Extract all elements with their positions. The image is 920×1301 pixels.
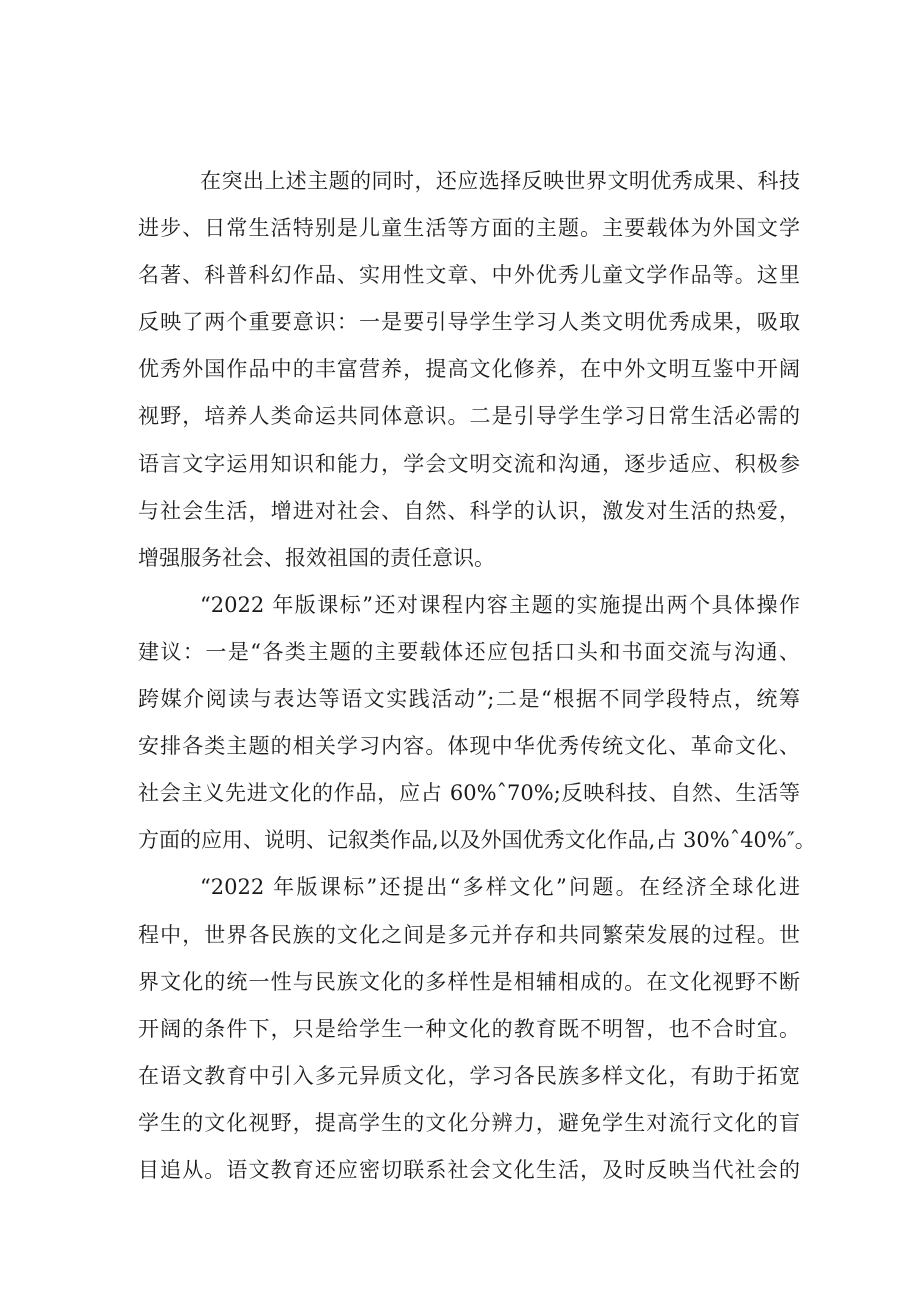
text-line: 界文化的统一性与民族文化的多样性是相辅相成的。在文化视野不断 — [138, 969, 800, 994]
text-line: 目追从。语文教育还应密切联系社会文化生活，及时反映当代社会的 — [138, 1157, 800, 1182]
text-line: 优秀外国作品中的丰富营养，提高文化修养，在中外文明互鉴中开阔 — [138, 357, 800, 382]
text-line: 与社会生活，增进对社会、自然、科学的认识，激发对生活的热爱， — [138, 498, 800, 523]
text-line: 开阔的条件下，只是给学生一种文化的教育既不明智，也不合时宜。 — [138, 1016, 800, 1041]
paragraph-3 — [138, 864, 800, 1194]
text-line: 安排各类主题的相关学习内容。体现中华优秀传统文化、革命文化、 — [138, 734, 800, 759]
text-line: 进步、日常生活特别是儿童生活等方面的主题。主要载体为外国文学 — [138, 216, 800, 241]
text-line: 社会主义先进文化的作品，应占 60%ˆ70%;反映科技、自然、生活等 — [138, 781, 800, 806]
text-line: 增强服务社会、报效祖国的责任意识。 — [138, 545, 495, 570]
text-line: 程中，世界各民族的文化之间是多元并存和共同繁荣发展的过程。世 — [138, 922, 800, 947]
document-body — [138, 158, 816, 1194]
text-line: 语言文字运用知识和能力，学会文明交流和沟通，逐步适应、积极参 — [138, 451, 800, 476]
text-line: 名著、科普科幻作品、实用性文章、中外优秀儿童文学作品等。这里 — [138, 263, 800, 288]
text-line: 方面的应用、说明、记叙类作品,以及外国优秀文化作品,占 30%ˆ40%″。 — [138, 828, 816, 853]
text-line: 在语文教育中引入多元异质文化，学习各民族多样文化，有助于拓宽 — [138, 1063, 800, 1088]
text-line: 反映了两个重要意识：一是要引导学生学习人类文明优秀成果，吸取 — [138, 310, 800, 335]
paragraph-1 — [138, 158, 800, 582]
text-line: “2022 年版课标”还对课程内容主题的实施提出两个具体操作 — [200, 592, 800, 617]
paragraph-2 — [138, 582, 816, 865]
text-line: 建议：一是“各类主题的主要载体还应包括口头和书面交流与沟通、 — [138, 639, 800, 664]
text-line: “2022 年版课标”还提出“多样文化”问题。在经济全球化进 — [200, 875, 800, 900]
text-line: 在突出上述主题的同时，还应选择反映世界文明优秀成果、科技 — [200, 169, 800, 193]
text-line: 跨媒介阅读与表达等语文实践活动”;二是“根据不同学段特点，统筹 — [138, 687, 800, 712]
text-line: 学生的文化视野，提高学生的文化分辨力，避免学生对流行文化的盲 — [138, 1110, 800, 1135]
text-line: 视野，培养人类命运共同体意识。二是引导学生学习日常生活必需的 — [138, 404, 800, 429]
